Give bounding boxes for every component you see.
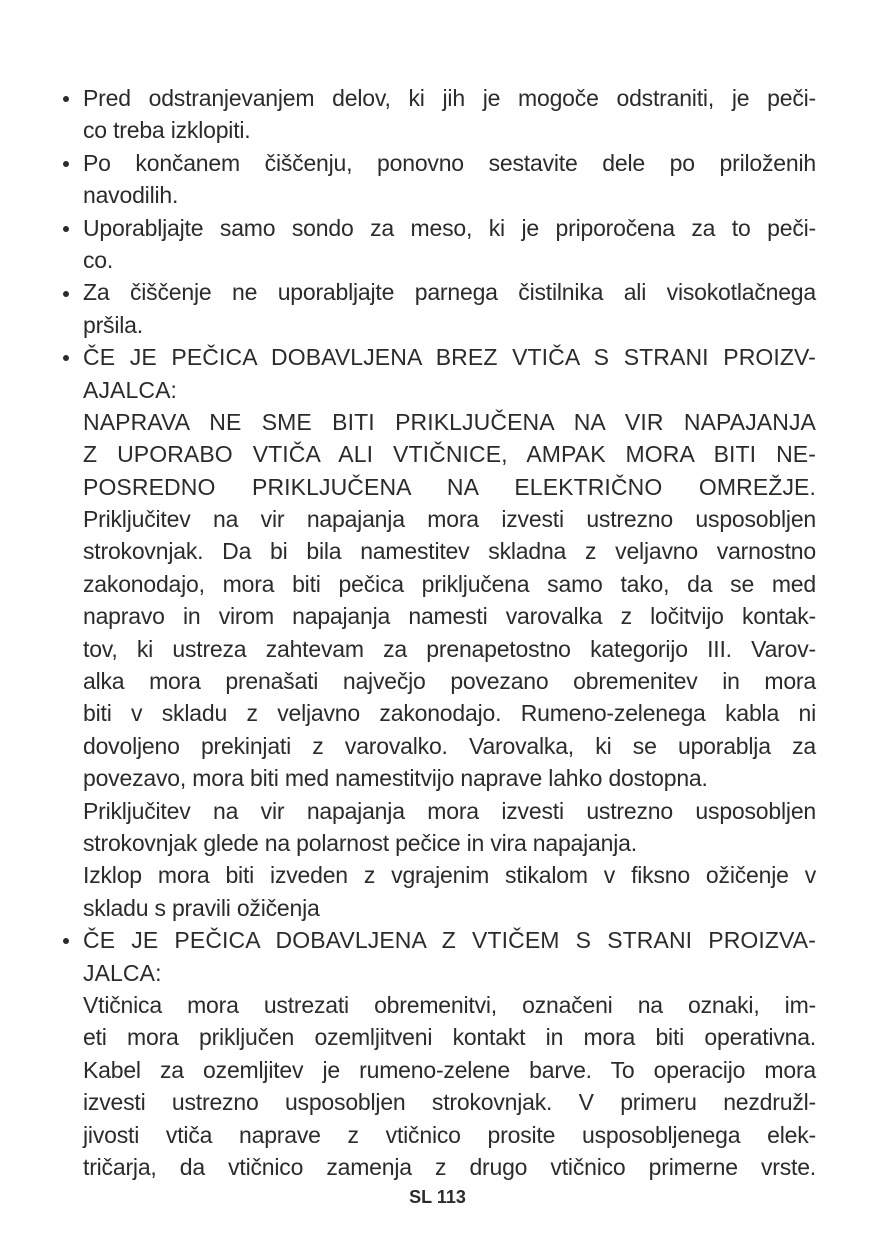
list-item bbox=[83, 212, 816, 277]
text-line: dovoljeno prekinjati z varovalko. Varovalka, ki se uporablja za bbox=[83, 732, 816, 759]
list-item bbox=[83, 276, 816, 341]
bullet-list bbox=[83, 82, 816, 1183]
heading-line: ČE JE PEČICA DOBAVLJENA Z VTIČEM S STRANI PROIZVA- bbox=[83, 927, 816, 954]
text-line: biti v skladu z veljavno zakonodajo. Rumeno-zelenega kabla ni bbox=[83, 700, 816, 727]
text-line: tričarja, da vtičnico zamenja z drugo vtičnico primerne vrste. bbox=[83, 1153, 816, 1180]
text-line: jivosti vtiča naprave z vtičnico prosite usposobljenega elek- bbox=[83, 1121, 816, 1148]
text-line: izvesti ustrezno usposobljen strokovnjak. V primeru nezdružl- bbox=[83, 1089, 816, 1116]
bullet-icon bbox=[60, 212, 72, 244]
text-line: co treba izklopiti. bbox=[83, 117, 251, 144]
text-line: Pred odstranjevanjem delov, ki jih je mogoče odstraniti, je peči- bbox=[83, 85, 816, 111]
warning-line: NAPRAVA NE SME BITI PRIKLJUČENA NA VIR NAPAJANJA bbox=[83, 408, 816, 435]
text-line: napravo in virom napajanja namesti varovalka z ločitvijo kontak- bbox=[83, 603, 816, 630]
heading-line: JALCA: bbox=[83, 959, 162, 986]
list-item-with-plug-warning bbox=[83, 924, 816, 1183]
list-item bbox=[83, 82, 816, 147]
text-line: strokovnjak. Da bi bila namestitev skladna z veljavno varnostno bbox=[83, 538, 816, 565]
text-line: alka mora prenašati največjo povezano obremenitev in mora bbox=[83, 668, 816, 695]
text-line: Po končanem čiščenju, ponovno sestavite dele po priloženih bbox=[83, 149, 816, 176]
heading-line: AJALCA: bbox=[83, 376, 178, 403]
list-item bbox=[83, 147, 816, 212]
text-line: pršila. bbox=[83, 311, 143, 338]
heading-line: ČE JE PEČICA DOBAVLJENA BREZ VTIČA S STRANI PROIZV- bbox=[83, 344, 816, 371]
page-number: SL 113 bbox=[409, 1187, 466, 1207]
text-line: co. bbox=[83, 246, 114, 273]
text-line: Priključitev na vir napajanja mora izvesti ustrezno usposobljen bbox=[83, 797, 816, 824]
bullet-icon bbox=[60, 341, 72, 373]
text-line: Kabel za ozemljitev je rumeno-zelene barve. To operacijo mora bbox=[83, 1056, 816, 1083]
text-line: tov, ki ustreza zahtevam za prenapetostno kategorijo III. Varov- bbox=[83, 635, 816, 662]
text-line: Vtičnica mora ustrezati obremenitvi, označeni na oznaki, im- bbox=[83, 991, 816, 1018]
bullet-icon bbox=[60, 276, 72, 308]
warning-line: POSREDNO PRIKLJUČENA NA ELEKTRIČNO OMREŽJE. bbox=[83, 473, 816, 500]
text-line: navodilih. bbox=[83, 182, 179, 209]
bullet-icon bbox=[60, 147, 72, 179]
list-item-no-plug-warning bbox=[83, 341, 816, 924]
text-line: skladu s pravili ožičenja bbox=[83, 894, 320, 921]
bullet-icon bbox=[60, 924, 72, 956]
text-line: Izklop mora biti izveden z vgrajenim stikalom v fiksno ožičenje v bbox=[83, 862, 816, 889]
text-line: strokovnjak glede na polarnost pečice in vira napajanja. bbox=[83, 829, 637, 856]
text-line: Za čiščenje ne uporabljajte parnega čistilnika ali visokotlačnega bbox=[83, 279, 816, 306]
text-line: Priključitev na vir napajanja mora izvesti ustrezno usposobljen bbox=[83, 506, 816, 533]
bullet-icon bbox=[60, 82, 72, 114]
text-line: povezavo, mora biti med namestitvijo naprave lahko dostopna. bbox=[83, 765, 708, 792]
text-line: eti mora priključen ozemljitveni kontakt in mora biti operativna. bbox=[83, 1024, 816, 1051]
text-line: zakonodajo, mora biti pečica priključena samo tako, da se med bbox=[83, 570, 816, 597]
text-line: Uporabljajte samo sondo za meso, ki je priporočena za to peči- bbox=[83, 214, 816, 241]
warning-line: Z UPORABO VTIČA ALI VTIČNICE, AMPAK MORA BITI NE- bbox=[83, 441, 816, 468]
